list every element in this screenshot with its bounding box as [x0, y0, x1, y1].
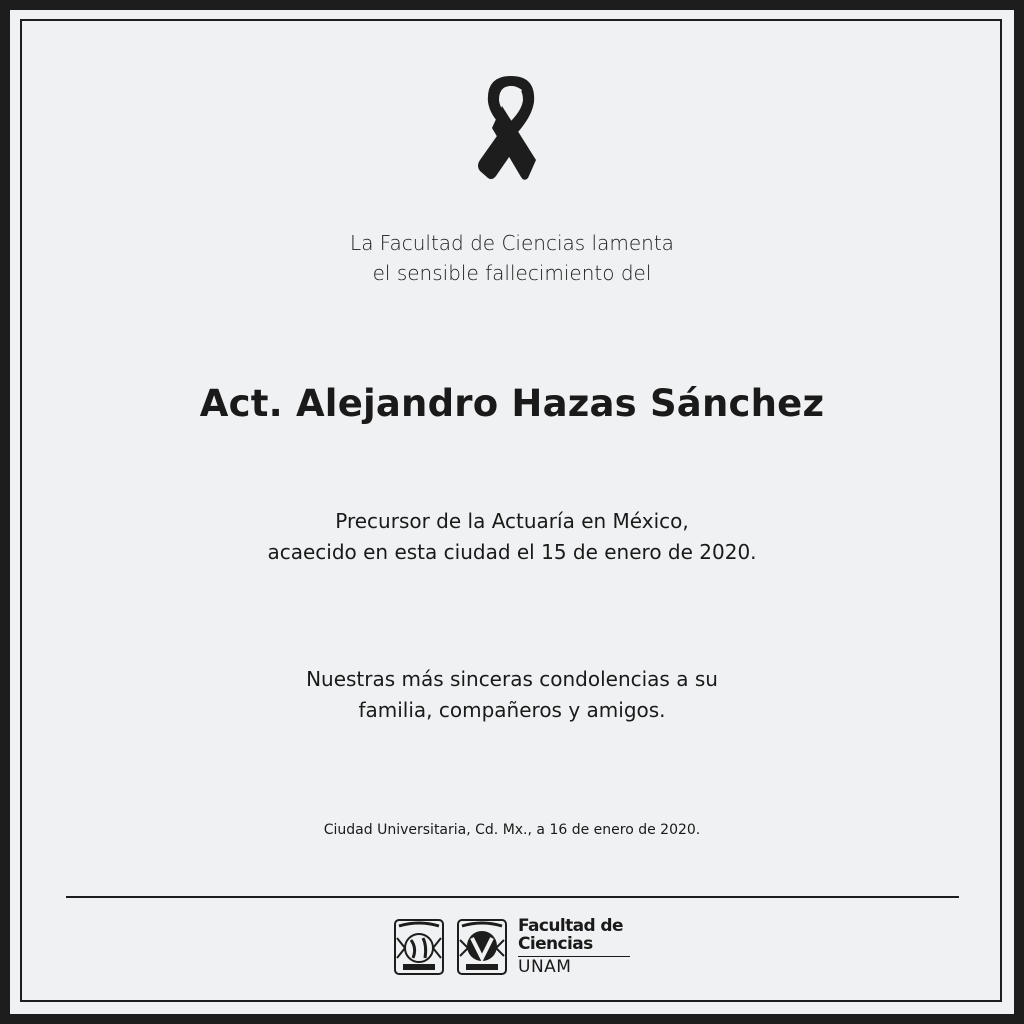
deceased-name: Act. Alejandro Hazas Sánchez	[199, 382, 825, 425]
condolences-text	[10, 664, 1014, 726]
place-date-text: Ciudad Universitaria, Cd. Mx., a 16 de enero de 2020.	[323, 822, 701, 838]
facultad-ciencias-seal	[456, 918, 508, 976]
intro-line-1: La Facultad de Ciencias lamenta	[350, 231, 674, 255]
logo-line-3: UNAM	[518, 957, 572, 977]
condolences-line-1: Nuestras más sinceras condolencias a su	[306, 667, 718, 691]
logo-line-1: Facultad de	[518, 916, 623, 936]
description-text	[10, 506, 1014, 568]
condolences-line-2: familia, compañeros y amigos.	[358, 698, 666, 722]
unam-seal	[393, 918, 445, 976]
description-line-1: Precursor de la Actuaría en México,	[335, 509, 689, 533]
description-line-2: acaecido en esta ciudad el 15 de enero de 2020.	[267, 540, 757, 564]
logo-line-2: Ciencias	[518, 934, 593, 954]
facultad-logo-text	[518, 917, 630, 977]
intro-line-2: el sensible fallecimiento del	[372, 261, 652, 285]
condolence-card	[10, 10, 1014, 1014]
footer-divider	[66, 896, 959, 898]
mourning-ribbon-icon	[466, 68, 556, 180]
intro-text	[10, 228, 1014, 288]
